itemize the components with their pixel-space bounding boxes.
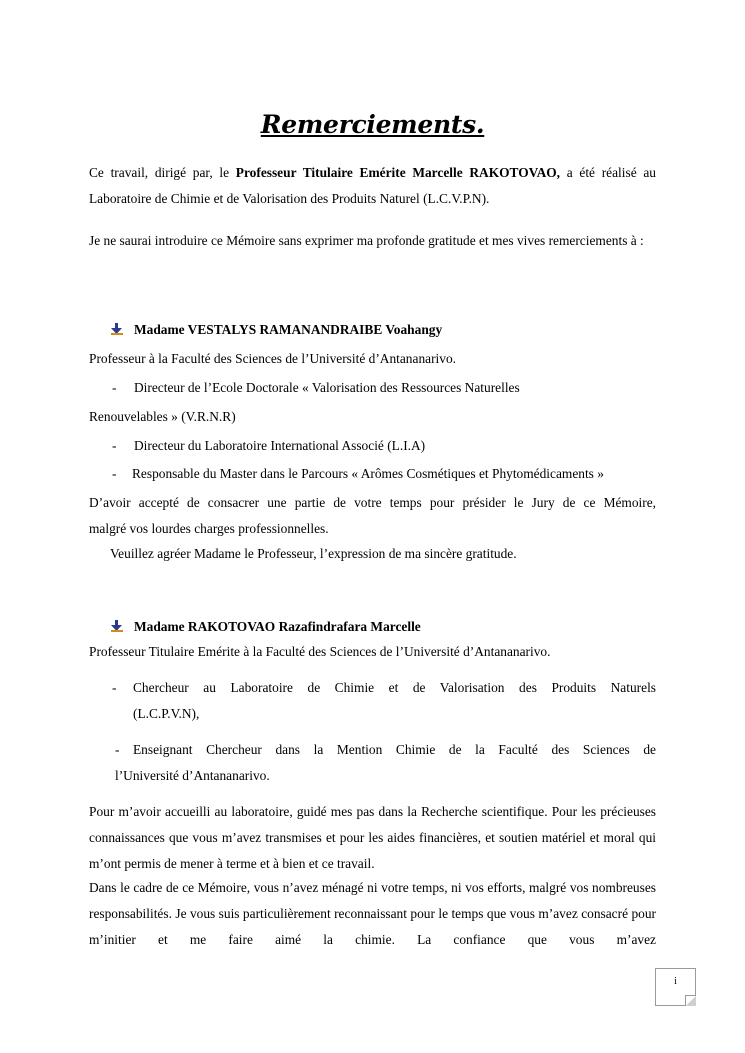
page-number: i (674, 976, 677, 987)
person1-heading (110, 321, 442, 339)
person1-item-2-text: Directeur du Laboratoire International Associé (L.I.A) (134, 438, 426, 453)
dash-5: - (115, 742, 120, 757)
person1-item-1 (112, 379, 520, 397)
intro-post: a été réalisé au Laboratoire de Chimie et de Valorisation des Produits Naturel (L.C.V.P.N). (89, 165, 656, 206)
dash-4: - (112, 680, 117, 695)
person1-role: Professeur à la Faculté des Sciences de l’Université d’Antananarivo. (89, 351, 457, 366)
person2-name: Madame RAKOTOVAO Razafindrafara Marcelle (134, 619, 421, 634)
person1-thanks-3: Veuillez agréer Madame le Professeur, l’expression de ma sincère gratitude. (110, 546, 517, 561)
person1-item-1-cont: Renouvelables » (V.R.N.R) (89, 409, 236, 424)
intro-paragraph (89, 160, 656, 212)
person2-heading (110, 618, 421, 636)
intro2-paragraph: Je ne saurai introduire ce Mémoire sans exprimer ma profonde gratitude et mes vives remerciements à : (89, 233, 644, 248)
page-curl-decoration (685, 995, 696, 1006)
intro-bold: Professeur Titulaire Emérite Marcelle RAKOTOVAO, (235, 165, 561, 180)
person1-thanks-2: malgré vos lourdes charges professionnelles. (89, 521, 329, 536)
person1-item-3 (112, 465, 604, 483)
person2-item-1-text: Chercheur au Laboratoire de Chimie et de Valorisation des Produits Naturels (133, 680, 656, 695)
person1-name: Madame VESTALYS RAMANANDRAIBE Voahangy (134, 322, 443, 337)
page-number-box (655, 968, 696, 1006)
person2-item-2-text: Enseignant Chercheur dans la Mention Chimie de la Faculté des Sciences de (133, 742, 656, 757)
person1-thanks-1: D’avoir accepté de consacrer une partie de votre temps pour présider le Jury de ce Mémoire, (89, 495, 656, 510)
person2-item-2-cont: l’Université d’Antananarivo. (115, 768, 270, 783)
dash-2: - (112, 438, 117, 453)
dash-3: - (112, 466, 117, 481)
intro-pre: Ce travail, dirigé par, le (89, 165, 236, 180)
person1-item-1-text: Directeur de l’Ecole Doctorale « Valorisation des Ressources Naturelles (134, 380, 520, 395)
person2-paragraph-2: Dans le cadre de ce Mémoire, vous n’avez ménagé ni votre temps, ni vos efforts, malgré vos nombreuses responsabilités. Je vous suis particulièrement reconnaissant pour le temps que vous m’avez consacré pour m’initier et me faire aimé la chimie. La confiance que vous m’avez (89, 880, 656, 947)
page-title: Remerciements. (260, 110, 485, 139)
bullet-arrow-icon (110, 323, 124, 335)
person1-item-3-text: Responsable du Master dans le Parcours « Arômes Cosmétiques et Phytomédicaments » (132, 466, 604, 481)
person2-item-1 (112, 679, 656, 697)
bullet-arrow-icon (110, 620, 124, 632)
dash-1: - (112, 380, 117, 395)
person1-item-2 (112, 437, 425, 455)
person2-role: Professeur Titulaire Emérite à la Faculté des Sciences de l’Université d’Antananarivo. (89, 644, 551, 659)
person2-item-2 (115, 741, 656, 759)
person2-item-1-cont: (L.C.P.V.N), (133, 706, 200, 721)
person2-paragraph-1: Pour m’avoir accueilli au laboratoire, guidé mes pas dans la Recherche scientifique. Pour les précieuses connaissances que vous m’avez transmises et pour les aides financières, et soutien matériel et moral qui m’ont permis de mener à terme et à bien et ce travail. (89, 804, 656, 871)
